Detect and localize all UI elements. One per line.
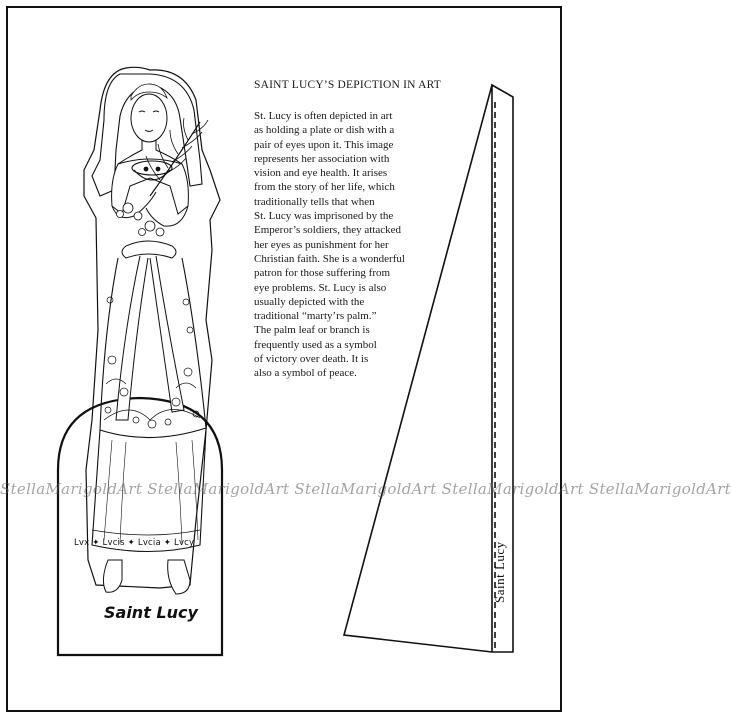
text-line: The palm leaf or branch is	[254, 324, 370, 337]
text-line: her eyes as punishment for her	[254, 238, 389, 251]
text-line: Christian faith. She is a wonderful	[254, 252, 405, 265]
text-line: Emperor’s soldiers, they attacked	[254, 224, 402, 237]
text-line: also a symbol of peace.	[254, 367, 357, 380]
section-heading: SAINT LUCY’S DEPICTION IN ART	[254, 79, 441, 91]
text-line: vision and eye health. It arises	[254, 167, 388, 180]
text-line: frequently used as a symbol	[254, 338, 377, 351]
text-line: St. Lucy is often depicted in art	[254, 110, 393, 122]
text-line: pair of eyes upon it. This image	[254, 138, 394, 151]
text-line: of victory over death. It is	[254, 353, 369, 366]
text-line: from the story of her life, which	[254, 181, 395, 194]
face	[131, 94, 167, 142]
apron	[100, 258, 206, 438]
text-line: St. Lucy was imprisoned by the	[254, 210, 394, 223]
right-sandal	[168, 560, 190, 594]
text-line: usually depicted with the	[254, 295, 365, 308]
text-line: patron for those suffering from	[254, 267, 391, 280]
text-line: eye problems. St. Lucy is also	[254, 281, 387, 294]
left-sandal	[103, 560, 122, 592]
hem-inscription: Lvx ✦ Lvcis ✦ Lvcia ✦ Lvcy	[74, 538, 195, 548]
stand-label: Saint Lucy	[104, 603, 198, 622]
text-line: as holding a plate or dish with a	[254, 124, 395, 137]
text-line: traditionally tells that when	[254, 195, 375, 208]
text-line: traditional “marty’rs palm.”	[254, 310, 377, 323]
watermark: StellaMarigoldArt StellaMarigoldArt StellaMarigoldArt StellaMarigoldArt StellaMarigoldArt	[0, 480, 731, 498]
side-stand-label: Saint Lucy	[492, 541, 507, 603]
description-text	[254, 109, 484, 381]
text-line: represents her association with	[254, 152, 390, 165]
